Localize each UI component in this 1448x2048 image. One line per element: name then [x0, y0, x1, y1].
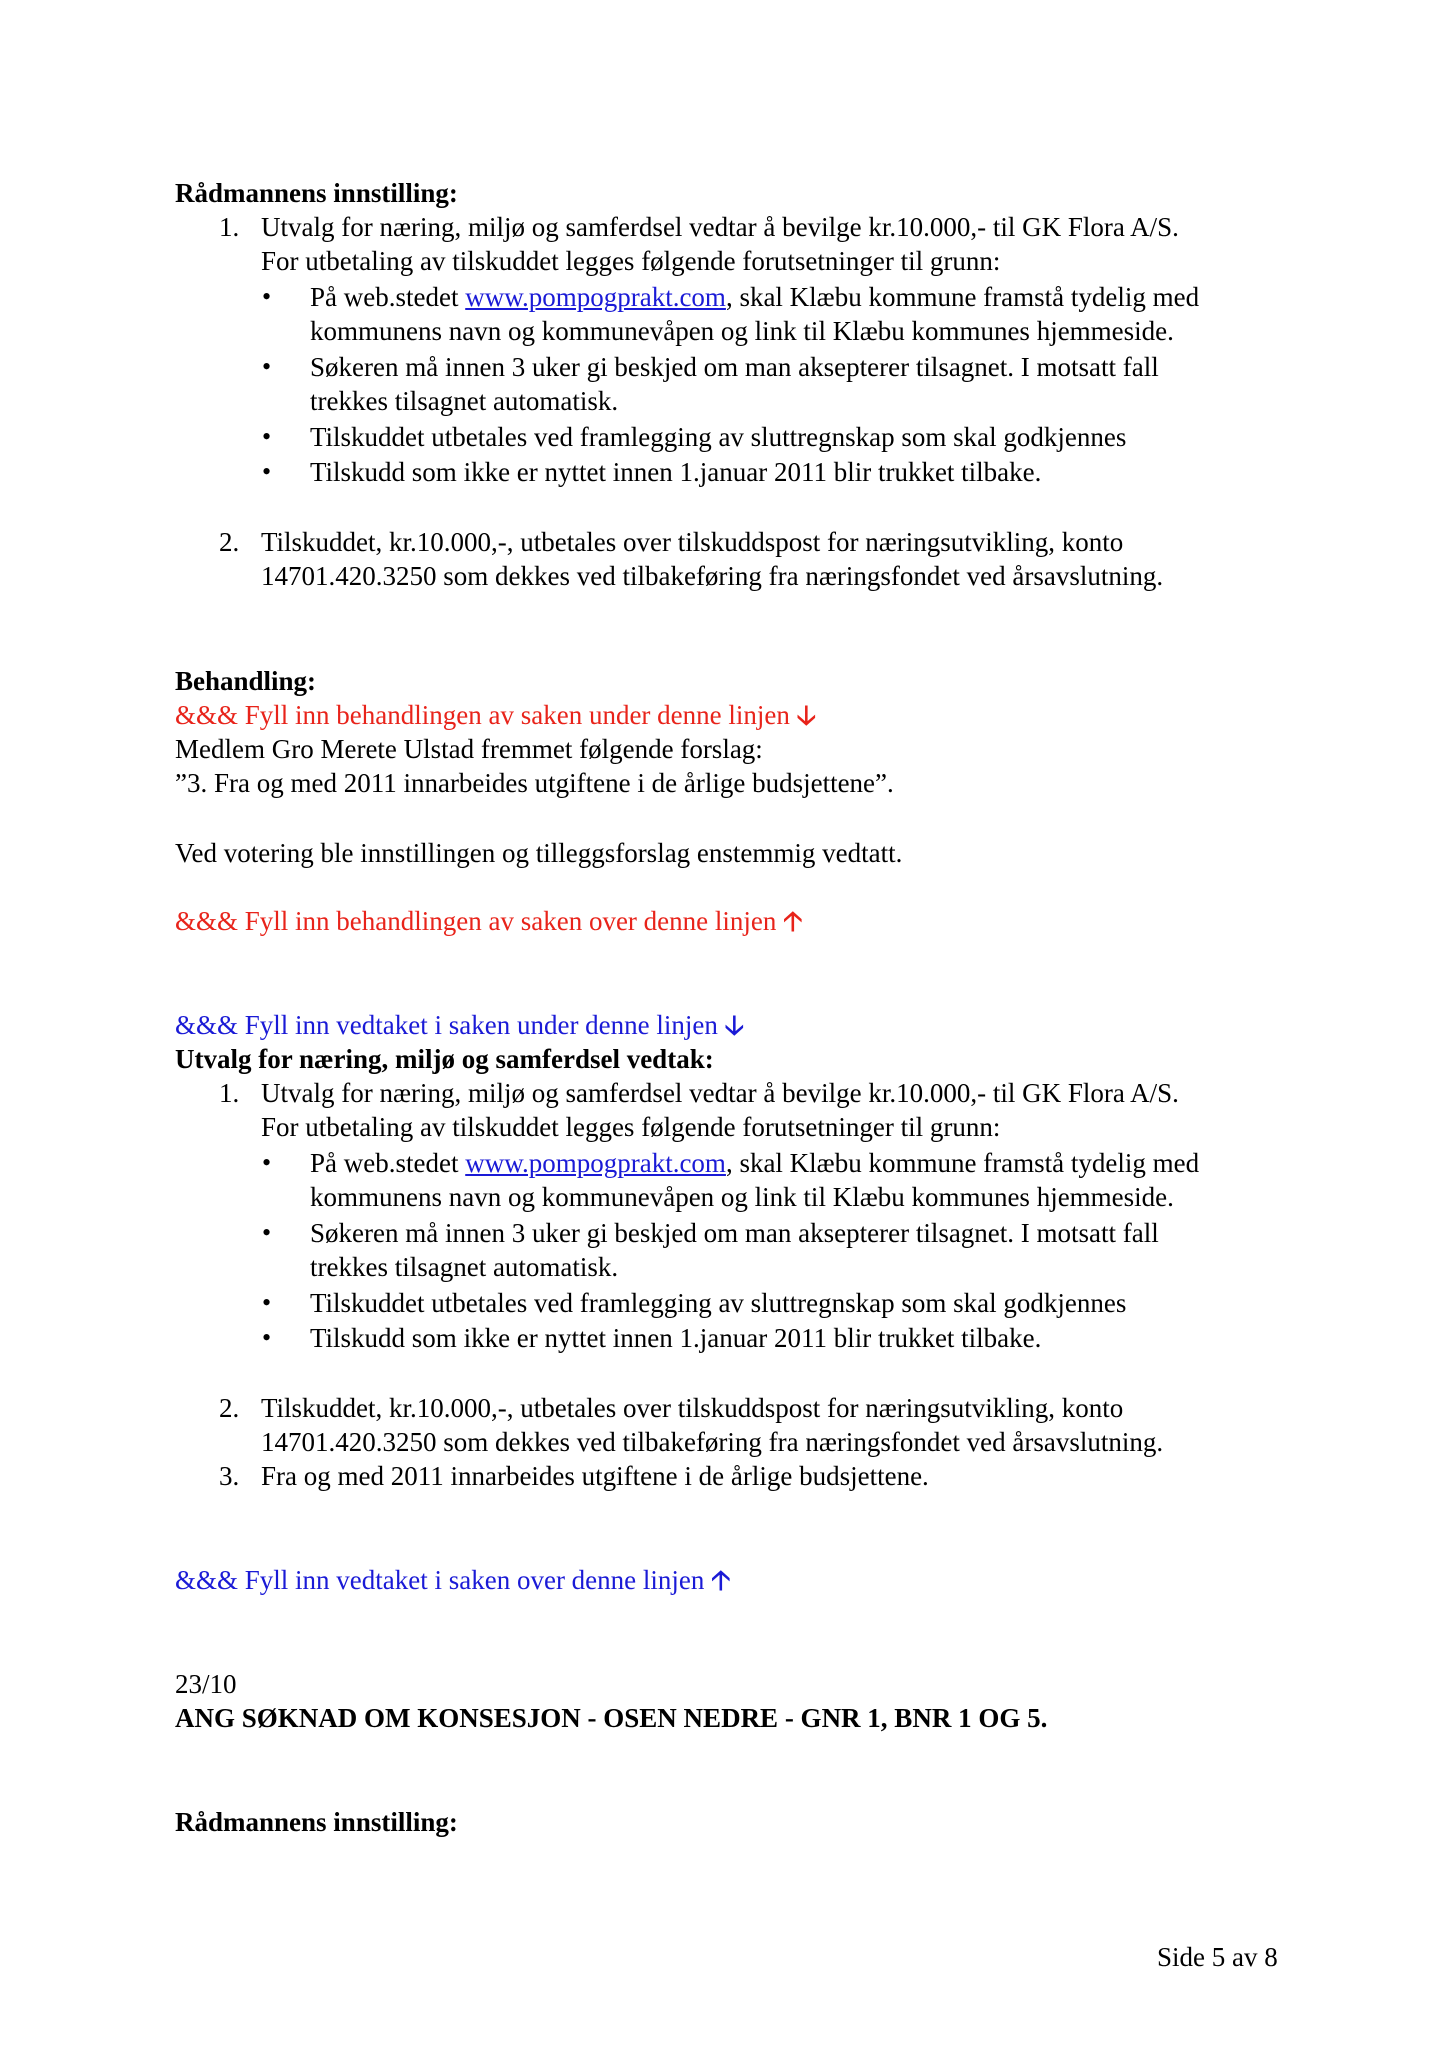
bullet-text: Søkeren må innen 3 uker gi beskjed om man aksepterer tilsagnet. I motsatt fall: [310, 1218, 1159, 1248]
list-number: 2.: [219, 1393, 240, 1423]
fill-instruction-under: [175, 1008, 744, 1042]
bullet-text: Tilskudd som ikke er nyttet innen 1.januar 2011 blir trukket tilbake.: [310, 457, 1042, 487]
bullet-text: Tilskuddet utbetales ved framlegging av sluttregnskap som skal godkjennes: [310, 422, 1127, 452]
bullet: •: [262, 457, 272, 486]
list-item-text: 14701.420.3250 som dekkes ved tilbakeføring fra næringsfondet ved årsavslutning.: [261, 1427, 1164, 1457]
bullet: •: [262, 1323, 272, 1352]
bullet: •: [262, 352, 272, 381]
bullet-text-part: På web.stedet: [310, 1148, 466, 1178]
website-link[interactable]: www.pompogprakt.com: [465, 1148, 726, 1178]
instruction-text: &&& Fyll inn vedtaket i saken over denne linjen: [175, 1565, 705, 1595]
list-item-text: For utbetaling av tilskuddet legges følgende forutsetninger til grunn:: [261, 1112, 1001, 1142]
arrow-down-icon: 🡣: [724, 1010, 745, 1040]
body-text: ”3. Fra og med 2011 innarbeides utgiftene i de årlige budsjettene”.: [175, 768, 894, 798]
bullet-text: trekkes tilsagnet automatisk.: [310, 386, 619, 416]
arrow-up-icon: 🡡: [783, 906, 803, 936]
instruction-text: &&& Fyll inn vedtaket i saken under denne linjen: [175, 1010, 718, 1040]
list-item-text: Tilskuddet, kr.10.000,-, utbetales over tilskuddspost for næringsutvikling, konto: [261, 527, 1124, 557]
bullet: •: [262, 282, 272, 311]
instruction-text: &&& Fyll inn behandlingen av saken under denne linjen: [175, 700, 790, 730]
bullet-text: trekkes tilsagnet automatisk.: [310, 1252, 619, 1282]
body-text: Medlem Gro Merete Ulstad fremmet følgende forslag:: [175, 734, 763, 764]
list-number: 3.: [219, 1461, 240, 1491]
arrow-up-icon: 🡡: [711, 1565, 731, 1595]
bullet-text-part: , skal Klæbu kommune framstå tydelig med: [725, 282, 1200, 312]
bullet-text-part: På web.stedet: [310, 282, 466, 312]
case-number: 23/10: [175, 1669, 237, 1699]
bullet: •: [262, 1288, 272, 1317]
bullet-text: kommunens navn og kommunevåpen og link til Klæbu kommunes hjemmeside.: [310, 316, 1174, 346]
list-item-text: Utvalg for næring, miljø og samferdsel vedtar å bevilge kr.10.000,- til GK Flora A/S.: [261, 212, 1179, 242]
bullet: •: [262, 1148, 272, 1177]
arrow-down-icon: 🡣: [796, 700, 817, 730]
body-text: Ved votering ble innstillingen og tilleggsforslag enstemmig vedtatt.: [175, 838, 903, 868]
instruction-text: &&& Fyll inn behandlingen av saken over denne linjen: [175, 906, 777, 936]
fill-instruction-under: [175, 698, 816, 732]
list-number: 1.: [219, 212, 240, 242]
fill-instruction-over: [175, 1563, 731, 1597]
list-number: 2.: [219, 527, 240, 557]
list-number: 1.: [219, 1078, 240, 1108]
section-heading: Rådmannens innstilling:: [175, 1807, 458, 1837]
section-heading: Rådmannens innstilling:: [175, 178, 458, 208]
section-heading: Behandling:: [175, 666, 317, 696]
bullet-text: Tilskuddet utbetales ved framlegging av sluttregnskap som skal godkjennes: [310, 1288, 1127, 1318]
bullet-text-part: , skal Klæbu kommune framstå tydelig med: [725, 1148, 1200, 1178]
case-title: ANG SØKNAD OM KONSESJON - OSEN NEDRE - GNR 1, BNR 1 OG 5.: [175, 1703, 1048, 1733]
bullet-text: kommunens navn og kommunevåpen og link til Klæbu kommunes hjemmeside.: [310, 1182, 1174, 1212]
list-item-text: For utbetaling av tilskuddet legges følgende forutsetninger til grunn:: [261, 246, 1001, 276]
section-heading: Utvalg for næring, miljø og samferdsel vedtak:: [175, 1044, 714, 1074]
page-number: Side 5 av 8: [1157, 1942, 1278, 1972]
bullet-text: [310, 280, 1199, 314]
fill-instruction-over: [175, 904, 803, 938]
bullet-text: Tilskudd som ikke er nyttet innen 1.januar 2011 blir trukket tilbake.: [310, 1323, 1042, 1353]
bullet-text: Søkeren må innen 3 uker gi beskjed om man aksepterer tilsagnet. I motsatt fall: [310, 352, 1159, 382]
list-item-text: Utvalg for næring, miljø og samferdsel vedtar å bevilge kr.10.000,- til GK Flora A/S.: [261, 1078, 1179, 1108]
list-item-text: Fra og med 2011 innarbeides utgiftene i de årlige budsjettene.: [261, 1461, 929, 1491]
list-item-text: 14701.420.3250 som dekkes ved tilbakeføring fra næringsfondet ved årsavslutning.: [261, 561, 1164, 591]
bullet-text: [310, 1146, 1199, 1180]
bullet: •: [262, 422, 272, 451]
bullet: •: [262, 1218, 272, 1247]
website-link[interactable]: www.pompogprakt.com: [465, 282, 726, 312]
list-item-text: Tilskuddet, kr.10.000,-, utbetales over tilskuddspost for næringsutvikling, konto: [261, 1393, 1124, 1423]
